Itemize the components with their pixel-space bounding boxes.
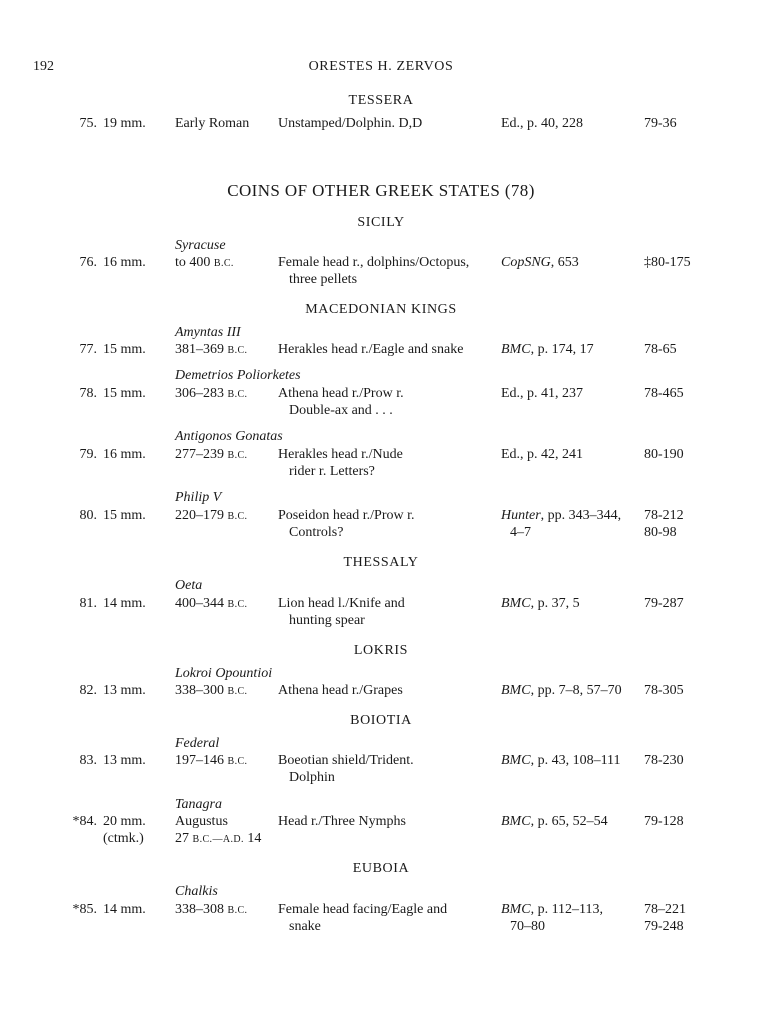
catalog-number: 80. <box>79 508 97 523</box>
inventory-number: 78–221 79-248 <box>644 902 686 934</box>
reference: Ed., p. 41, 237 <box>501 386 584 401</box>
reference: BMC, p. 112–113, 70–80 <box>501 902 604 934</box>
reference: Ed., p. 42, 241 <box>501 447 584 462</box>
coin-size: 13 mm. <box>103 753 146 768</box>
section-heading-euboia: EUBOIA <box>352 861 410 876</box>
section-heading-sicily: SICILY <box>357 215 405 230</box>
coin-size: 13 mm. <box>103 683 146 698</box>
date: 381–369 B.C. <box>175 342 248 357</box>
date: 220–179 B.C. <box>175 508 248 523</box>
reference: BMC, p. 43, 108–111 <box>501 753 621 768</box>
section-heading-thessaly: THESSALY <box>343 555 419 570</box>
coin-size: 16 mm. <box>103 255 146 270</box>
coin-size: 15 mm. <box>103 508 146 523</box>
catalog-number: 77. <box>79 342 97 357</box>
inventory-number: 79-128 <box>644 814 684 829</box>
page-number: 192 <box>33 59 54 74</box>
ruler-label: Demetrios Poliorketes <box>175 368 301 383</box>
ruler-label: Antigonos Gonatas <box>175 429 283 444</box>
catalog-number: 79. <box>79 447 97 462</box>
description: Head r./Three Nymphs <box>278 814 406 829</box>
coin-size: 15 mm. <box>103 342 146 357</box>
reference: BMC, p. 37, 5 <box>501 596 580 611</box>
date: 338–300 B.C. <box>175 683 248 698</box>
ruler-label: Oeta <box>175 578 203 593</box>
date: 306–283 B.C. <box>175 386 248 401</box>
inventory-number: 79-36 <box>644 116 677 131</box>
description: Poseidon head r./Prow r. Controls? <box>278 508 415 540</box>
catalog-number: 78. <box>79 386 97 401</box>
inventory-number: 78-305 <box>644 683 684 698</box>
inventory-number: ‡80-175 <box>644 255 691 270</box>
reference: Ed., p. 40, 228 <box>501 116 584 131</box>
catalog-number: *84. <box>72 814 97 829</box>
catalog-number: 75. <box>79 116 97 131</box>
section-heading-tessera: TESSERA <box>348 93 414 108</box>
ruler-label: Philip V <box>175 490 222 505</box>
description: Herakles head r./Nude rider r. Letters? <box>278 447 403 479</box>
coin-size: 19 mm. <box>103 116 146 131</box>
coin-size: 20 mm. (ctmk.) <box>103 814 146 846</box>
catalog-number: 82. <box>79 683 97 698</box>
inventory-number: 79-287 <box>644 596 684 611</box>
description: Athena head r./Prow r. Double-ax and . . . <box>278 386 404 418</box>
ruler-label: Amyntas III <box>175 325 241 340</box>
running-head: ORESTES H. ZERVOS <box>308 59 454 74</box>
coin-size: 15 mm. <box>103 386 146 401</box>
description: Athena head r./Grapes <box>278 683 403 698</box>
catalog-number: 83. <box>79 753 97 768</box>
inventory-number: 78-65 <box>644 342 677 357</box>
date: to 400 B.C. <box>175 255 234 270</box>
date: 338–308 B.C. <box>175 902 248 917</box>
section-heading-macedonian-kings: MACEDONIAN KINGS <box>305 302 457 317</box>
catalog-number: *85. <box>72 902 97 917</box>
ruler-label: Chalkis <box>175 884 218 899</box>
inventory-number: 78-212 80-98 <box>644 508 684 540</box>
description: Unstamped/Dolphin. D,D <box>278 116 423 131</box>
page-header <box>0 58 762 76</box>
date: 197–146 B.C. <box>175 753 248 768</box>
coin-size: 14 mm. <box>103 596 146 611</box>
date: 277–239 B.C. <box>175 447 248 462</box>
catalog-number: 81. <box>79 596 97 611</box>
ruler-label: Federal <box>175 736 220 751</box>
reference: BMC, p. 174, 17 <box>501 342 594 357</box>
description: Female head r., dolphins/Octopus, three pellets <box>278 255 470 287</box>
description: Boeotian shield/Trident. Dolphin <box>278 753 414 785</box>
countermark-note: (ctmk.) <box>103 831 144 846</box>
section-heading-lokris: LOKRIS <box>353 643 409 658</box>
date: 400–344 B.C. <box>175 596 248 611</box>
ruler-label: Tanagra <box>175 797 222 812</box>
date: Augustus 27 B.C.—A.D. 14 <box>175 814 262 846</box>
ruler-label: Syracuse <box>175 238 226 253</box>
inventory-number: 78-465 <box>644 386 684 401</box>
ruler-label: Lokroi Opountioi <box>175 666 273 681</box>
reference: Hunter, pp. 343–344, 4–7 <box>501 508 622 540</box>
description: Lion head l./Knife and hunting spear <box>278 596 405 628</box>
section-heading-boiotia: BOIOTIA <box>350 713 412 728</box>
reference: CopSNG, 653 <box>501 255 579 270</box>
inventory-number: 78-230 <box>644 753 684 768</box>
reference: BMC, pp. 7–8, 57–70 <box>501 683 622 698</box>
coin-size: 16 mm. <box>103 447 146 462</box>
major-heading: COINS OF OTHER GREEK STATES (78) <box>227 181 535 200</box>
description: Herakles head r./Eagle and snake <box>278 342 464 357</box>
catalog-number: 76. <box>79 255 97 270</box>
inventory-number: 80-190 <box>644 447 684 462</box>
description: Female head facing/Eagle and snake <box>278 902 448 934</box>
date: Early Roman <box>175 116 250 131</box>
coin-size: 14 mm. <box>103 902 146 917</box>
reference: BMC, p. 65, 52–54 <box>501 814 608 829</box>
